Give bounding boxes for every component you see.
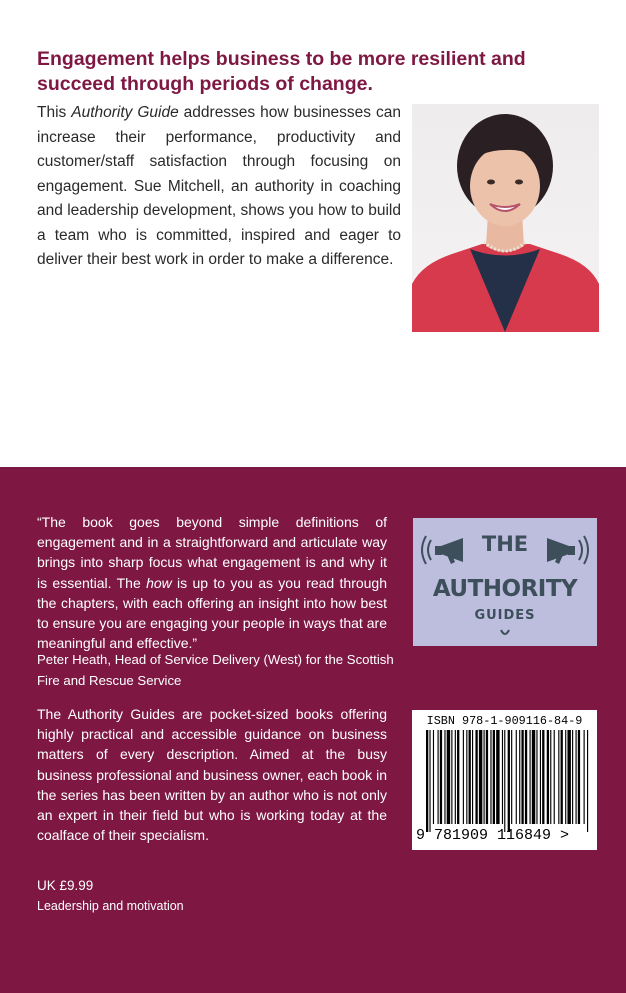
barcode-bar — [550, 730, 551, 824]
barcode-bar — [479, 730, 482, 824]
barcode-bar — [444, 730, 445, 824]
barcode-bar — [440, 730, 442, 824]
barcode-bar — [508, 730, 510, 832]
isbn-barcode — [412, 710, 597, 850]
price: UK £9.99 — [37, 878, 94, 893]
barcode-bar — [433, 730, 434, 824]
barcode-bar — [540, 730, 541, 824]
barcode-bar — [519, 730, 520, 824]
barcode-bar — [463, 730, 464, 824]
barcode-bar — [447, 730, 450, 824]
barcode-bar — [455, 730, 456, 824]
barcode-bar — [567, 730, 570, 824]
barcode-bar — [426, 730, 428, 832]
barcode-bar — [493, 730, 495, 824]
barcode-bar — [584, 730, 585, 824]
barcode-bar — [475, 730, 477, 824]
headline: Engagement helps business to be more resilient and succeed through periods of change. — [37, 48, 526, 95]
barcode-bar — [587, 730, 588, 832]
barcode-bar — [472, 730, 473, 824]
barcode-bar — [429, 730, 430, 832]
barcode-bar — [511, 730, 512, 824]
barcode-bar — [554, 730, 555, 824]
barcode-bar — [504, 730, 505, 832]
barcode-bar — [572, 730, 573, 824]
isbn-label: ISBN 978-1-909116-84-9 — [426, 714, 583, 728]
author-photo — [412, 104, 599, 332]
barcode-bar — [438, 730, 439, 824]
intro-paragraph: This Authority Guide addresses how businesses can increase their performance, productivity and customer/staff satisfaction through focusing on engagement. Sue Mitchell, an authority in coaching and leadership development, shows you how to build a team who is committed, inspired and eager to deliver their best work in order to make a difference. — [37, 104, 401, 268]
barcode-bar — [451, 730, 452, 824]
barcode-bar — [536, 730, 537, 824]
barcode-bar — [578, 730, 580, 824]
barcode-bar — [484, 730, 485, 824]
barcode-bar — [565, 730, 566, 824]
barcode-bar — [576, 730, 577, 824]
barcode-bar — [530, 730, 531, 824]
authority-guides-logo — [413, 518, 597, 646]
barcode-bar — [542, 730, 544, 824]
barcode-bar — [496, 730, 499, 824]
barcode-bar — [547, 730, 549, 824]
barcode-bar — [558, 730, 559, 824]
top-section — [0, 0, 626, 467]
logo-guides-text: GUIDES — [474, 608, 536, 623]
barcode-bar — [532, 730, 535, 824]
barcode-digits: 9 781909 116849 > — [416, 827, 570, 844]
barcode-bar — [466, 730, 467, 824]
barcode-bar — [457, 730, 459, 824]
barcode-bar — [525, 730, 527, 824]
barcode-bar — [561, 730, 563, 824]
category: Leadership and motivation — [37, 899, 184, 913]
barcode-bars — [426, 730, 589, 832]
quote-attribution: Peter Heath, Head of Service Delivery (West) for the Scottish Fire and Rescue Service — [37, 652, 394, 688]
barcode-bar — [521, 730, 523, 824]
barcode-bar — [486, 730, 488, 824]
author-portrait-illustration — [412, 104, 599, 332]
barcode-bar — [516, 730, 517, 824]
logo-authority-text: AUTHORITY — [432, 576, 578, 602]
barcode-bar — [469, 730, 471, 824]
barcode-bar — [490, 730, 491, 824]
logo-the-text: THE — [481, 532, 529, 556]
barcode-bar — [502, 730, 503, 824]
series-description: The Authority Guides are pocket-sized books offering highly practical and accessible guidance on business matters of every description. Aimed at the busy business professional and business owner, each book in the series has been written by an author who is not only an expert in their field but who is working today at the coalface of their specialism. — [37, 706, 387, 844]
review-quote: “The book goes beyond simple definitions of engagement and in a straightforward and articulate way brings into sharp focus what engagement is and why it is essential. The how is up to you as you read through the chapters, with each offering an insight into how best to ensure you are engaging your people in ways that are meaningful and effective.” — [37, 514, 388, 652]
